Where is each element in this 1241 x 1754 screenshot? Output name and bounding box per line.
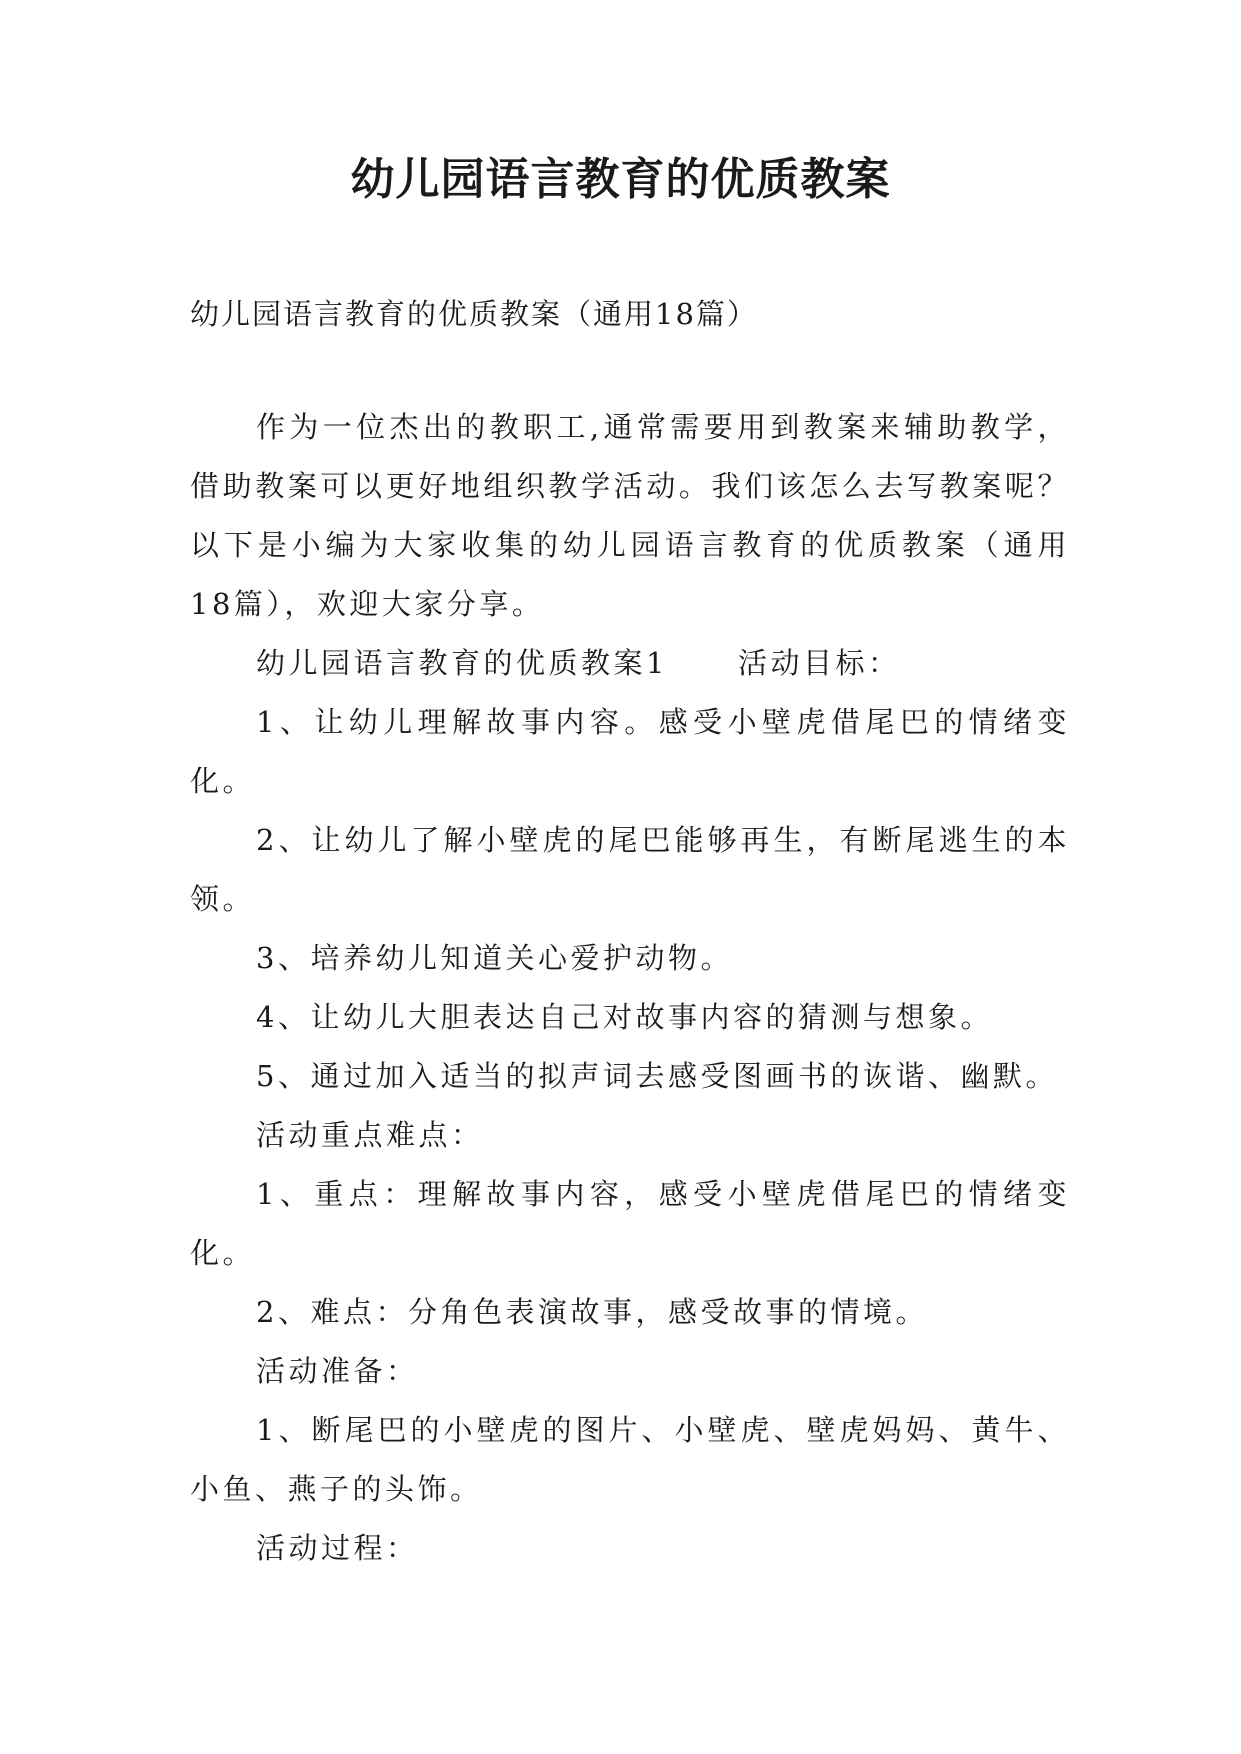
list-item: 5、通过加入适当的拟声词去感受图画书的诙谐、幽默。 xyxy=(256,1059,1058,1093)
list-item: 1、让幼儿理解故事内容。感受小壁虎借尾巴的情绪变化。 xyxy=(190,705,1070,798)
list-item: 3、培养幼儿知道关心爱护动物。 xyxy=(256,941,733,975)
list-item: 4、让幼儿大胆表达自己对故事内容的猜测与想象。 xyxy=(256,1000,993,1034)
list-item: 1、断尾巴的小壁虎的图片、小壁虎、壁虎妈妈、黄牛、小鱼、燕子的头饰。 xyxy=(190,1413,1070,1506)
section-label: 活动重点难点： xyxy=(256,1118,484,1152)
list-item: 1、重点：理解故事内容，感受小壁虎借尾巴的情绪变化。 xyxy=(190,1177,1070,1270)
list-item: 2、难点：分角色表演故事，感受故事的情境。 xyxy=(256,1295,928,1329)
document-body xyxy=(190,398,1070,1578)
document-subtitle: 幼儿园语言教育的优质教案（通用18篇） xyxy=(190,297,758,331)
section-label: 活动过程： xyxy=(256,1531,419,1565)
section-heading: 幼儿园语言教育的优质教案1 xyxy=(256,646,668,680)
list-item: 2、让幼儿了解小壁虎的尾巴能够再生，有断尾逃生的本领。 xyxy=(190,823,1070,916)
document-title: 幼儿园语言教育的优质教案 xyxy=(350,154,891,205)
section-label: 活动目标： xyxy=(737,646,901,680)
section-heading-line xyxy=(190,634,1070,693)
intro-paragraph: 作为一位杰出的教职工,通常需要用到教案来辅助教学，借助教案可以更好地组织教学活动。我们该怎么去写教案呢？以下是小编为大家收集的幼儿园语言教育的优质教案（通用18篇），欢迎大家分享。 xyxy=(190,410,1070,621)
section-label: 活动准备： xyxy=(256,1354,419,1388)
